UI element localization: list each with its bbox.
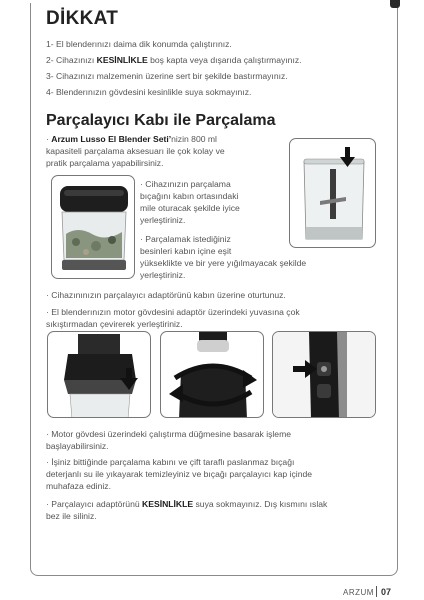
section-intro: · Arzum Lusso El Blender Seti’nizin 800 ml kapasiteli parçalama aksesuarı ile çok kolay ve pratik parçalama yapabilirsiniz.	[46, 134, 225, 168]
bullet-motor: · El blenderınızın motor gövdesini adaptör üzerindeki yuvasına çok sıkıştırmadan çevirerek yerleştiriniz.	[46, 307, 300, 329]
chopper-bowl-image	[51, 175, 135, 279]
bullet-food: · Parçalamak istediğiniz besinleri kabın içine eşit yükseklikte ve bir yere yığılmayacak şekilde yerleştiriniz.	[140, 234, 307, 280]
bullet-adapter: · Cihazınınızın parçalayıcı adaptörünü kabın üzerine oturtunuz.	[46, 290, 286, 300]
motor-rotate-image	[160, 331, 264, 418]
bullet-adapter-water: · Parçalayıcı adaptörünü KESİNLİKLE suya sokmayınız. Dış kısmını ıslak bez ile siliniz.	[46, 499, 328, 521]
warning-item-4: 4- Blenderınızın gövdesini kesinlikle suya sokmayınız.	[46, 87, 252, 97]
power-button-image	[272, 331, 376, 418]
warning-item-3: 3- Cihazınızı malzemenin üzerine sert bir şekilde bastırmayınız.	[46, 71, 288, 81]
section-title: Parçalayıcı Kabı ile Parçalama	[46, 112, 276, 129]
corner-tab	[390, 0, 400, 8]
bullet-cleaning: · İşiniz bittiğinde parçalama kabını ve çift taraflı paslanmaz bıçağı deterjanlı su ile yıkayarak temizleyiniz ve bıçağı parçalayıcı kap içinde muhafaza ediniz.	[46, 457, 313, 491]
adapter-fit-image	[47, 331, 151, 418]
warning-item-1: 1- El blenderınızı daima dik konumda çalıştırınız.	[46, 39, 232, 49]
bullet-start: · Motor gövdesi üzerindeki çalıştırma düğmesine basarak işleme başlayabilirsiniz.	[46, 429, 292, 451]
footer-brand: ARZUM	[343, 588, 374, 597]
warning-title: DİKKAT	[46, 8, 119, 29]
footer-divider	[376, 586, 377, 597]
warning-item-2: 2- Cihazınızı KESİNLİKLE boş kapta veya dışarıda çalıştırmayınız.	[46, 55, 302, 65]
blade-insert-image	[289, 138, 376, 248]
page-number: 07	[381, 587, 392, 597]
bullet-blade: · Cihazınızın parçalama bıçağını kabın ortasındaki mile oturacak şekilde iyice yerleştiriniz.	[140, 179, 240, 225]
